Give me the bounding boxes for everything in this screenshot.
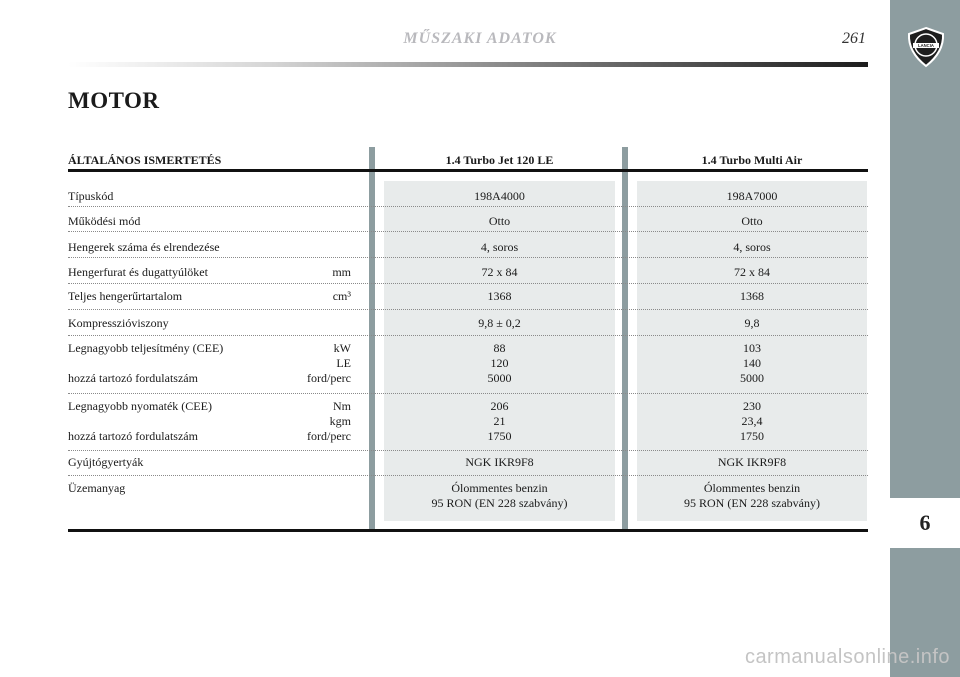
value-turbo-jet: [384, 289, 615, 304]
value-multi-air: [637, 289, 867, 304]
value-multi-air: [637, 455, 867, 470]
row-unit-line: [268, 455, 351, 470]
value-turbo-jet-line: 120: [490, 356, 509, 370]
value-multi-air-line: Otto: [741, 214, 763, 228]
column-header-description: ÁLTALÁNOS ISMERTETÉS: [68, 153, 222, 167]
chapter-number: 6: [919, 510, 931, 535]
row-unit-line: [268, 316, 351, 331]
value-multi-air-line: 103: [743, 341, 761, 355]
table-row: [68, 257, 868, 284]
row-unit: [268, 341, 351, 386]
value-multi-air: [637, 316, 867, 331]
value-multi-air-line: 23,4: [741, 414, 763, 428]
row-unit-line: ford/perc: [307, 429, 351, 443]
value-multi-air: [637, 214, 867, 229]
value-turbo-jet-line: 1368: [487, 289, 512, 303]
row-unit-line: [268, 189, 351, 204]
row-label-line: Üzemanyag: [68, 481, 126, 495]
section-title: MOTOR: [68, 88, 160, 113]
table-row: [68, 206, 868, 232]
value-multi-air: [637, 240, 867, 255]
value-turbo-jet: [384, 341, 615, 386]
value-turbo-jet-line: 198A4000: [474, 189, 525, 203]
row-unit: [268, 214, 351, 229]
row-unit-line: [268, 481, 351, 496]
running-header-title: MŰSZAKI ADATOK: [403, 30, 557, 47]
row-label-line: Legnagyobb nyomaték (CEE): [68, 399, 212, 413]
chapter-sidebar: [890, 0, 960, 677]
table-row: [68, 309, 868, 336]
value-multi-air-line: 5000: [740, 371, 764, 385]
table-row: [68, 231, 868, 258]
value-multi-air: [637, 399, 867, 444]
row-unit: [268, 455, 351, 470]
value-turbo-jet: [384, 481, 615, 511]
row-label-line: Gyújtógyertyák: [68, 455, 144, 469]
row-label-line: Legnagyobb teljesítmény (CEE): [68, 341, 224, 355]
row-label-line: Hengerek száma és elrendezése: [68, 240, 220, 254]
column-header-turbo-jet: 1.4 Turbo Jet 120 LE: [445, 153, 554, 167]
chapter-tab[interactable]: [890, 498, 960, 548]
row-unit-line: mm: [332, 265, 351, 279]
value-multi-air: [637, 265, 867, 280]
value-multi-air-line: 198A7000: [726, 189, 778, 203]
value-multi-air-line: 230: [743, 399, 761, 413]
table-row: [68, 335, 868, 394]
row-label-line: hozzá tartozó fordulatszám: [68, 371, 198, 385]
svg-text:LANCIA: LANCIA: [918, 43, 934, 48]
value-turbo-jet: [384, 265, 615, 280]
value-turbo-jet-line: Ólommentes benzin: [451, 481, 548, 495]
value-multi-air: [637, 341, 867, 386]
value-multi-air-line: 140: [743, 356, 761, 370]
table-row: [68, 475, 868, 525]
row-label-line: Típuskód: [68, 189, 114, 203]
value-multi-air-line: Ólommentes benzin: [703, 481, 801, 495]
value-turbo-jet-line: Otto: [488, 214, 511, 228]
value-turbo-jet: [384, 214, 615, 229]
value-multi-air-line: 95 RON (EN 228 szabvány): [684, 496, 820, 510]
value-turbo-jet-line: 1750: [487, 429, 512, 443]
value-multi-air: [637, 189, 867, 204]
row-unit-line: ford/perc: [307, 371, 351, 385]
row-unit: [268, 399, 351, 444]
value-multi-air-line: NGK IKR9F8: [717, 455, 787, 469]
value-turbo-jet: [384, 240, 615, 255]
row-label-line: Hengerfurat és dugattyúlöket: [68, 265, 208, 279]
table-row: [68, 181, 868, 207]
row-label-line: Teljes hengerűrtartalom: [68, 289, 183, 303]
page-number: 261: [842, 30, 866, 47]
value-multi-air-line: 1750: [740, 429, 764, 443]
value-turbo-jet-line: 21: [493, 414, 506, 428]
row-unit: [268, 265, 351, 280]
value-turbo-jet-line: 4, soros: [480, 240, 519, 254]
value-turbo-jet: [384, 455, 615, 470]
value-multi-air-line: 4, soros: [733, 240, 771, 254]
table-bottom-rule: [68, 529, 868, 532]
row-unit-line: Nm: [333, 399, 351, 413]
row-label-line: Kompresszióviszony: [68, 316, 169, 330]
table-row: [68, 450, 868, 476]
header-rule: [68, 62, 868, 67]
value-multi-air-line: 9,8: [744, 316, 760, 330]
value-turbo-jet-line: NGK IKR9F8: [465, 455, 534, 469]
value-turbo-jet: [384, 316, 615, 331]
watermark: carmanualsonline.info: [744, 646, 950, 668]
value-multi-air-line: 72 x 84: [734, 265, 770, 279]
row-unit-line: [268, 214, 351, 229]
value-turbo-jet-line: 88: [493, 341, 506, 355]
table-top-rule: [68, 169, 868, 172]
row-unit: [268, 316, 351, 331]
column-header-multi-air: 1.4 Turbo Multi Air: [701, 153, 803, 167]
row-unit-line: cm³: [332, 289, 351, 303]
lancia-logo-icon: [906, 26, 946, 68]
table-row: [68, 393, 868, 451]
value-turbo-jet-line: 5000: [487, 371, 512, 385]
row-unit: [268, 189, 351, 204]
value-turbo-jet-line: 9,8 ± 0,2: [478, 316, 521, 330]
row-unit: [268, 240, 351, 255]
row-unit-line: kW: [333, 341, 351, 355]
row-unit-line: LE: [336, 356, 351, 370]
table-row: [68, 283, 868, 310]
row-unit: [268, 289, 351, 304]
row-unit: [268, 481, 351, 496]
value-turbo-jet: [384, 399, 615, 444]
row-label-line: hozzá tartozó fordulatszám: [68, 429, 198, 443]
value-multi-air-line: 1368: [740, 289, 764, 303]
value-turbo-jet-line: 206: [490, 399, 509, 413]
row-unit-line: [268, 240, 351, 255]
value-turbo-jet-line: 72 x 84: [481, 265, 518, 279]
value-turbo-jet-line: 95 RON (EN 228 szabvány): [431, 496, 568, 510]
value-multi-air: [637, 481, 867, 511]
row-label-line: Működési mód: [68, 214, 141, 228]
row-unit-line: kgm: [329, 414, 351, 428]
value-turbo-jet: [384, 189, 615, 204]
